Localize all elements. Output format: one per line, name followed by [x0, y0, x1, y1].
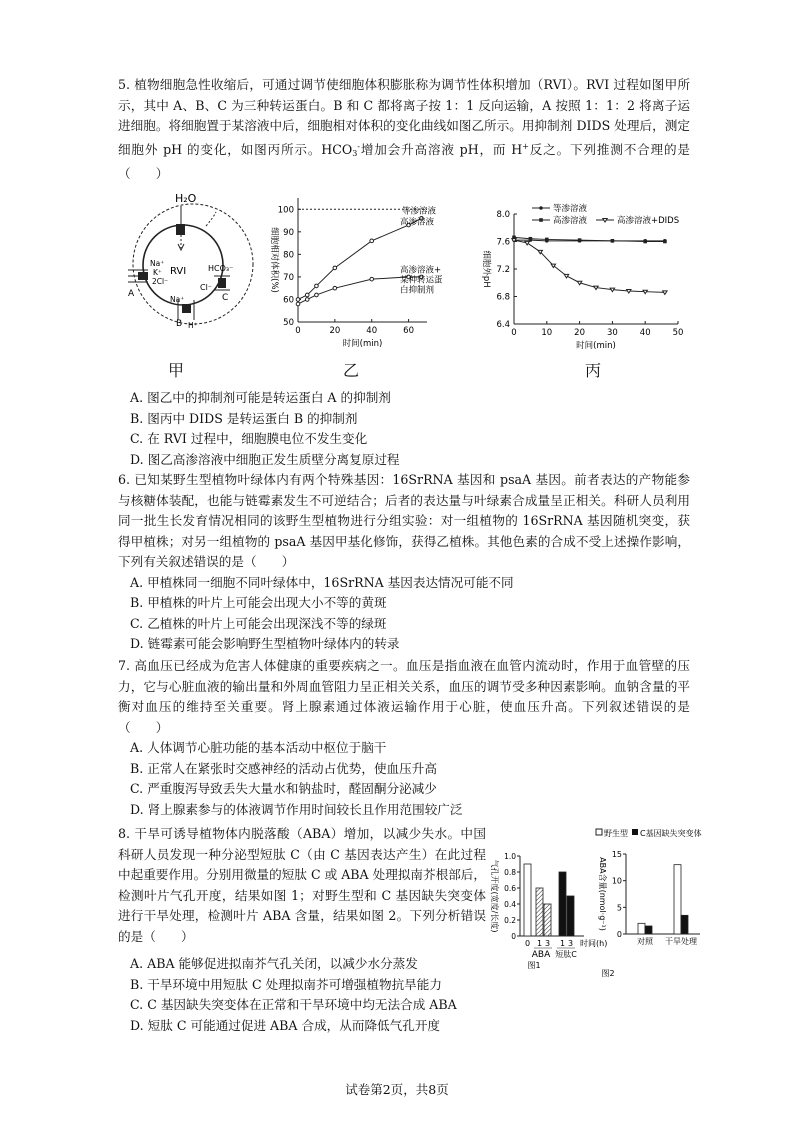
rvi-label: RVI	[170, 266, 187, 277]
data-point	[305, 293, 309, 297]
x-axis-label: 时间(min)	[576, 341, 616, 351]
y-axis-label: 气孔开度(宽度/长度)	[490, 859, 499, 933]
question-5-options	[118, 388, 690, 470]
bar	[544, 904, 551, 936]
k-label: K⁺	[153, 268, 162, 277]
data-point	[663, 291, 667, 295]
legend-wt-label: 野生型	[604, 829, 628, 838]
figure-caption: 图2	[601, 969, 615, 978]
x-unit-label: 时间(h)	[580, 939, 608, 948]
x-tick-label: 0	[524, 939, 531, 948]
x-tick-label: 20	[329, 326, 341, 336]
x-tick-label: 40	[639, 328, 651, 338]
x-tick-label: 30	[606, 328, 618, 338]
legend-wt-swatch	[596, 829, 602, 835]
question-5-stem: 5. 植物细胞急性收缩后，可通过调节使细胞体积膨胀称为调节性体积增加（RVI）。RVI 过程如图甲所示，其中 A、B、C 为三种转运蛋白。B 和 C 都将离子按 1：1 反向运输，A 按照 1：1：2 将离子运进细胞。将细胞置于某溶液中后，细胞相对体积的变化曲线如图乙所示。用抑制剂 DIDS 处理后，测定细胞外 pH 的变化，如图丙所示。$HCO_3^-$增加会升高溶液 pH，而 H+反之。下列推测不合理的是（ ）	[118, 77, 690, 181]
x-tick-label: 1	[536, 939, 543, 948]
data-point	[315, 293, 319, 297]
question-5-option-d[interactable]: D. 图乙高渗溶液中细胞正发生质壁分离复原过程	[130, 451, 400, 467]
bar	[524, 864, 531, 936]
data-point	[663, 240, 667, 244]
figure-yi-caption: 乙	[343, 361, 360, 380]
na2-label: Na⁺	[170, 295, 185, 304]
legend-inhib-label-2: 某种转运蛋	[400, 275, 443, 286]
x-tick-label: 3	[544, 939, 551, 948]
bar	[638, 923, 645, 934]
legend-iso-marker	[539, 206, 543, 210]
question-8-option-c[interactable]: C. C 基因缺失突变体在正常和干旱环境中均无法合成 ABA	[130, 997, 457, 1012]
x-tick-label-drought: 干旱处理	[665, 937, 697, 946]
legend-mut-swatch	[632, 829, 638, 835]
legend-iso-label: 等渗溶液	[553, 204, 588, 214]
bar	[567, 896, 574, 936]
figure-jia	[118, 188, 268, 348]
bar	[536, 888, 543, 936]
y-axis-label: 细胞相对体积(%)	[269, 227, 279, 293]
data-point	[577, 281, 581, 285]
data-point	[610, 288, 614, 292]
question-7-option-c[interactable]: C. 严重腹泻导致丢失大量水和钠盐时，醛固酮分泌减少	[130, 781, 437, 796]
figure-caption: 图1	[527, 961, 541, 970]
bar	[559, 872, 566, 936]
data-point	[296, 298, 300, 302]
question-8-option-d[interactable]: D. 短肽 C 可能通过促进 ABA 合成，从而降低气孔开度	[130, 1017, 441, 1033]
legend-inhib-label-1: 高渗溶液+	[400, 265, 442, 276]
y-tick-label: 0.8	[504, 868, 516, 877]
y-tick-label: 100	[277, 205, 294, 216]
question-6-stem: 6. 已知某野生型植物叶绿体内有两个特殊基因：16SrRNA 基因和 psaA 基因。前者表达的产物能参与核糖体装配，也能与链霉素发生不可逆结合；后者的表达量与叶绿素合成量呈正相关。科研人员利用同一批生长发育情况相同的该野生型植物进行分组实验：对一组植物的 16SrRNA 基因随机突变，获得甲植株；对另一组植物的 psaA 基因甲基化修饰，获得乙植株。其他色素的合成不受上述操作影响，下列有关叙述错误的是（ ）	[118, 472, 690, 569]
question-6-option-a[interactable]: A. 甲植株同一细胞不同叶绿体中，16SrRNA 基因表达情况可能不同	[130, 574, 514, 590]
question-6	[118, 470, 690, 655]
x-tick-label: 3	[567, 939, 574, 948]
x-tick-label: 0	[511, 328, 517, 338]
figure-2-chart	[594, 826, 714, 978]
page-footer: 试卷第2页，共8页	[345, 1082, 449, 1097]
y-tick-label: 60	[283, 295, 294, 306]
x-tick-label: 40	[366, 326, 378, 336]
y-tick-label: 1.0	[504, 852, 516, 861]
data-point	[305, 298, 309, 302]
na-label: Na⁺	[150, 259, 165, 268]
question-7-option-a[interactable]: A. 人体调节心脏功能的基本活动中枢位于脑干	[130, 740, 387, 755]
data-point	[370, 239, 374, 243]
question-6-option-c[interactable]: C. 乙植株的叶片上可能会出现深浅不等的绿斑	[130, 615, 387, 631]
bar	[681, 915, 688, 934]
data-point	[627, 290, 631, 294]
legend-hyper-marker	[539, 218, 543, 222]
legend-inhib-label-3: 白抑制剂	[400, 285, 435, 296]
figure-jia-caption: 甲	[168, 361, 185, 380]
y-tick-label: 7.6	[496, 237, 510, 248]
y-tick-label: 6.4	[496, 320, 510, 330]
data-point	[611, 239, 615, 243]
data-point	[578, 238, 582, 242]
question-5	[118, 75, 690, 185]
y-tick-label: 10	[611, 876, 622, 886]
x-tick-label: 10	[541, 328, 553, 338]
y-tick-label: 7.2	[496, 265, 510, 275]
data-point	[333, 286, 337, 290]
y-tick-label: 5	[616, 903, 622, 913]
hco3-label: HCO₃⁻	[208, 264, 234, 273]
data-point	[564, 274, 568, 278]
transporter-a-label: A	[128, 289, 135, 299]
question-5-option-a[interactable]: A. 图乙中的抑制剂可能是转运蛋白 A 的抑制剂	[130, 390, 391, 405]
y-axis-label: 细胞外pH	[481, 250, 491, 288]
transporter-b-label: B	[176, 319, 183, 329]
transporter-c-label: C	[222, 293, 229, 303]
data-point	[333, 266, 337, 270]
legend-hyper-label: 高渗溶液	[400, 217, 435, 228]
x-tick-label-control: 对照	[637, 937, 653, 946]
data-point	[296, 302, 300, 306]
y-tick-label: 0	[616, 930, 622, 939]
y-tick-label: 6.8	[496, 292, 510, 303]
group-c-label: 短肽C	[555, 950, 577, 959]
question-7-option-d[interactable]: D. 肾上腺素参与的体液调节作用时间较长且作用范围较广泛	[130, 801, 463, 817]
y-tick-label: 90	[283, 227, 294, 238]
y-tick-label: 80	[283, 250, 294, 261]
figure-yi-chart	[262, 186, 492, 354]
x-tick-label: 50	[672, 328, 684, 338]
y-axis-label: ABA含量(nmol·g⁻¹)	[598, 857, 607, 931]
y-tick-label: 0.4	[504, 900, 516, 909]
legend-iso-label: 等渗溶液	[402, 206, 437, 217]
legend-mut-label: C基因缺失突变体	[640, 829, 702, 838]
question-6-option-d[interactable]: D. 链霉素可能会影响野生型植物叶绿体内的转录	[130, 636, 400, 651]
data-point	[529, 237, 533, 241]
question-5-option-b[interactable]: B. 图丙中 DIDS 是转运蛋白 B 的抑制剂	[130, 410, 358, 426]
series-line-2	[514, 240, 665, 292]
y-tick-label: 70	[283, 272, 294, 283]
data-point	[643, 290, 647, 294]
bar	[645, 926, 652, 934]
question-7-option-b[interactable]: B. 正常人在紧张时交感神经的活动占优势，使血压升高	[130, 760, 437, 776]
y-tick-label: 8.0	[496, 210, 510, 220]
question-5-option-c[interactable]: C. 在 RVI 过程中，细胞膜电位不发生变化	[130, 431, 368, 446]
h2o-label: H₂O	[175, 192, 197, 205]
y-tick-label: 0.6	[504, 884, 516, 893]
cl-label: Cl⁻	[200, 283, 213, 292]
y-tick-label: 50	[283, 318, 294, 328]
legend-hyper-label: 高渗溶液	[553, 216, 588, 226]
x-axis-label: 时间(min)	[342, 339, 383, 349]
data-point	[315, 284, 319, 288]
legend-dids-marker	[603, 219, 607, 223]
2cl-label: 2Cl⁻	[152, 277, 169, 286]
figure-bing-caption: 丙	[585, 361, 602, 380]
question-8	[118, 824, 486, 947]
x-tick-label: 0	[295, 326, 301, 336]
h-label: H⁺	[188, 321, 198, 330]
question-6-option-b[interactable]: B. 甲植株的叶片上可能会出现大小不等的黄斑	[130, 595, 387, 610]
question-8-option-a[interactable]: A. ABA 能够促进拟南芥气孔关闭，以减少水分蒸发	[130, 956, 418, 971]
question-7	[118, 656, 690, 820]
question-8-stem: 8. 干旱可诱导植物体内脱落酸（ABA）增加，以减少失水。中国科研人员发现一种分泌型短肽 C（由 C 基因表达产生）在此过程中起重要作用。分别用微量的短肽 C 或 ABA 处理拟南芥根部后，检测叶片气孔开度，结果如图 1；对野生型和 C 基因缺失突变体进行干旱处理，检测叶片 ABA 含量，结果如图 2。下列分析错误的是（ ）	[118, 826, 486, 944]
y-tick-label: 15	[611, 850, 622, 859]
data-point	[545, 238, 549, 242]
figure-bing-chart	[470, 196, 710, 354]
bar	[674, 865, 681, 934]
question-7-stem: 7. 高血压已经成为危害人体健康的重要疾病之一。血压是指血液在血管内流动时，作用于血管壁的压力，它与心脏血液的输出量和外周血管阻力呈正相关关系，血压的调节受多种因素影响。血钠含量的平衡对血压的维持至关重要。肾上腺素通过体液运输作用于心脏，使血压升高。下列叙述错误的是（ ）	[118, 658, 690, 735]
x-tick-label: 60	[403, 326, 414, 336]
legend-dids-label: 高渗溶液+DIDS	[617, 216, 680, 226]
data-point	[594, 286, 598, 290]
x-tick-label: 1	[559, 939, 566, 948]
x-tick-label: 20	[574, 328, 586, 338]
data-point	[370, 277, 374, 281]
y-tick-label: 0.2	[504, 916, 516, 925]
y-tick-label: 0	[511, 932, 516, 941]
group-aba-label: ABA	[531, 950, 551, 960]
data-point	[643, 240, 647, 244]
question-8-option-b[interactable]: B. 干旱环境中用短肽 C 处理拟南芥可增强植物抗旱能力	[130, 976, 442, 992]
